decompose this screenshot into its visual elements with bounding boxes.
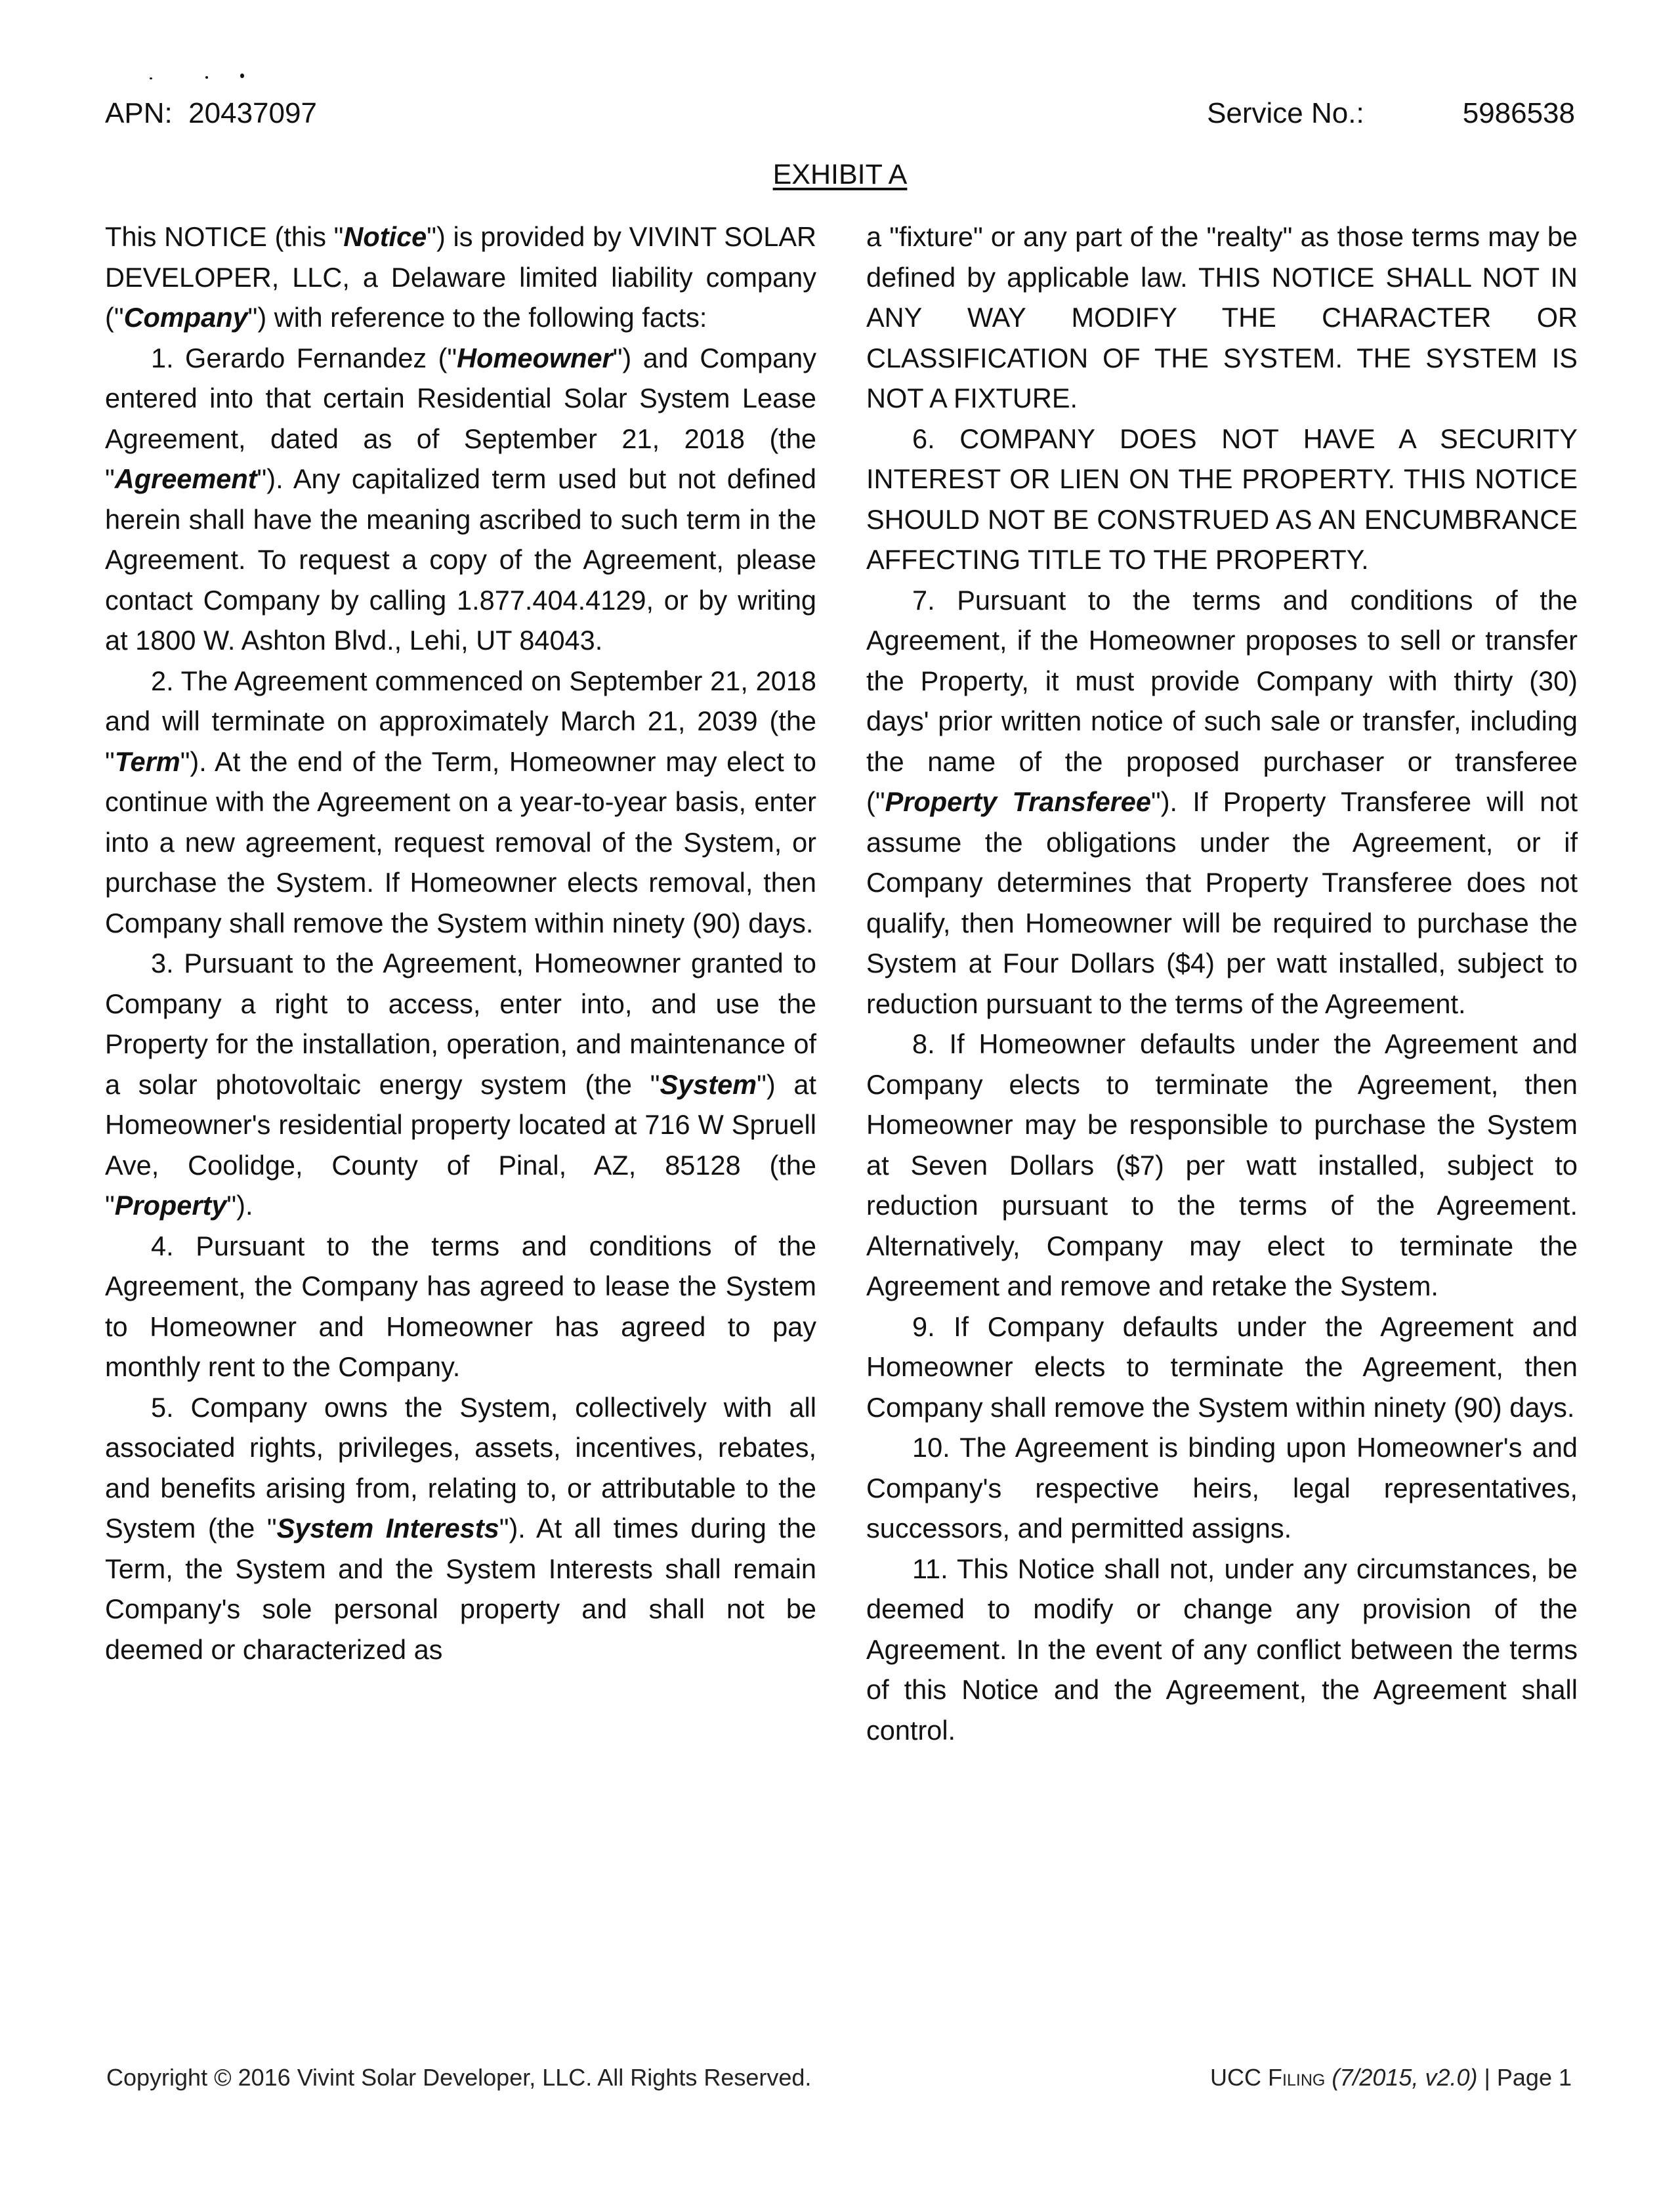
paragraph: [866, 1024, 1578, 1307]
paragraph-text: "). At the end of the Term, Homeowner may elect to continue with the Agreement on a year-to-year basis, enter into a new agreement, request removal of the System, or purchase the System. If Homeowner elects removal, then Company shall remove the System within ninety (90) days.: [105, 746, 816, 938]
paragraph: [105, 1226, 816, 1387]
paragraph: [866, 217, 1578, 419]
defined-term: Property: [114, 1190, 227, 1221]
defined-term: Term: [114, 746, 180, 777]
paragraph-text: "). At all times during the Term, the System and the System Interests shall remain Company's sole personal property and shall not be deemed or characterized as: [105, 1513, 816, 1665]
defined-term: Property Transferee: [885, 786, 1151, 817]
service-value: 5986538: [1462, 97, 1575, 129]
paragraph-text: 8. If Homeowner defaults under the Agreement and Company elects to terminate the Agreement, then Homeowner may be responsible to purchase the System at Seven Dollars ($7) per watt installed, subject to reduction pursuant to the terms of the Agreement. Alternatively, Company may elect to terminate the Agreement and remove and retake the System.: [866, 1028, 1578, 1301]
apn-label: APN:: [105, 97, 173, 129]
paragraph-text: 3. Pursuant to the Agreement, Homeowner granted to Company a right to access, enter into, and use the Property for the installation, operation, and maintenance of a solar photovoltaic energy system (the ": [105, 948, 816, 1100]
form-version: (7/2015, v2.0): [1332, 2064, 1478, 2091]
paragraph-text: 1. Gerardo Fernandez (": [151, 342, 457, 373]
paragraph: [105, 217, 816, 338]
paragraph-text: 11. This Notice shall not, under any circumstances, be deemed to modify or change any provision of the Agreement. In the event of any conflict between the terms of this Notice and the Agreement, the Agreement shall control.: [866, 1553, 1578, 1746]
paragraph-text: ").: [226, 1190, 253, 1221]
paragraph-text: 4. Pursuant to the terms and conditions of the Agreement, the Company has agreed to lease the System to Homeowner and Homeowner has agreed to pay monthly rent to the Company.: [105, 1230, 816, 1382]
paragraph: [866, 1549, 1578, 1751]
paragraph-text: ") is provided by VIVINT SOLAR DEVELOPER, LLC, a Delaware limited liability company (": [105, 221, 816, 333]
paragraph: [866, 1427, 1578, 1549]
paragraph-text: 7. Pursuant to the terms and conditions of the Agreement, if the Homeowner proposes to sell or transfer the Property, it must provide Company with thirty (30) days' prior written notice of such sale or transfer, including the name of the proposed purchaser or transferee (": [866, 584, 1578, 817]
scan-specks: [150, 74, 281, 87]
defined-term: System: [660, 1068, 757, 1100]
paragraph-text: ") at Homeowner's residential property located at 716 W Spruell Ave, Coolidge, County of Pinal, AZ, 85128 (the ": [105, 1068, 816, 1221]
paragraph: [105, 661, 816, 944]
paragraph: [866, 1307, 1578, 1428]
paragraph-text: This NOTICE (this ": [105, 221, 344, 252]
defined-term: Agreement: [114, 463, 257, 494]
paragraph-text: 2. The Agreement commenced on September 21, 2018 and will terminate on approximately March 21, 2039 (the ": [105, 665, 816, 777]
paragraph-text: 10. The Agreement is binding upon Homeowner's and Company's respective heirs, legal representatives, successors, and permitted assigns.: [866, 1432, 1578, 1544]
defined-term: System Interests: [276, 1513, 499, 1544]
paragraph: [105, 943, 816, 1226]
right-column: [866, 217, 1578, 1750]
apn-value: 20437097: [188, 97, 317, 129]
paragraph-text: "). Any capitalized term used but not defined herein shall have the meaning ascribed to such term in the Agreement. To request a copy of the Agreement, please contact Company by calling 1.877.404.4129, or by writing at 1800 W. Ashton Blvd., Lehi, UT 84043.: [105, 463, 816, 656]
paragraph-text: a "fixture" or any part of the "realty" as those terms may be defined by applicable law. THIS NOTICE SHALL NOT IN ANY WAY MODIFY THE CHARACTER OR CLASSIFICATION OF THE SYSTEM. THE SYSTEM IS NOT A FIXTURE.: [866, 221, 1578, 413]
paragraph-text: ") and Company entered into that certain Residential Solar System Lease Agreement, dated as of September 21, 2018 (the ": [105, 342, 816, 494]
paragraph-text: 5. Company owns the System, collectively with all associated rights, privileges, assets, incentives, rebates, and benefits arising from, relating to, or attributable to the System (the ": [105, 1391, 816, 1544]
form-footer: [1210, 2064, 1572, 2091]
paragraph-text: 6. COMPANY DOES NOT HAVE A SECURITY INTEREST OR LIEN ON THE PROPERTY. THIS NOTICE SHOULD NOT BE CONSTRUED AS AN ENCUMBRANCE AFFECTING TITLE TO THE PROPERTY.: [866, 423, 1578, 575]
paragraph: [105, 1387, 816, 1670]
paragraph-text: 9. If Company defaults under the Agreement and Homeowner elects to terminate the Agreement, then Company shall remove the System within ninety (90) days.: [866, 1311, 1578, 1423]
service-number: [1207, 97, 1575, 130]
defined-term: Homeowner: [457, 342, 613, 373]
left-column: [105, 217, 816, 1670]
paragraph: [105, 338, 816, 661]
paragraph: [866, 419, 1578, 580]
page-number: Page 1: [1496, 2064, 1572, 2091]
defined-term: Notice: [343, 221, 427, 252]
defined-term: Company: [123, 302, 248, 333]
paragraph-text: "). If Property Transferee will not assume the obligations under the Agreement, or if Company determines that Property Transferee does not qualify, then Homeowner will be required to purchase the System at Four Dollars ($4) per watt installed, subject to reduction pursuant to the terms of the Agreement.: [866, 786, 1578, 1019]
document-title: EXHIBIT A: [772, 159, 908, 190]
apn: [105, 97, 317, 130]
paragraph: [866, 580, 1578, 1024]
copyright: Copyright © 2016 Vivint Solar Developer, LLC. All Rights Reserved.: [106, 2064, 812, 2091]
form-name: UCC Filing: [1210, 2064, 1326, 2091]
paragraph-text: ") with reference to the following facts:: [247, 302, 707, 333]
service-label: Service No.:: [1207, 97, 1364, 129]
footer-separator: |: [1484, 2064, 1490, 2091]
